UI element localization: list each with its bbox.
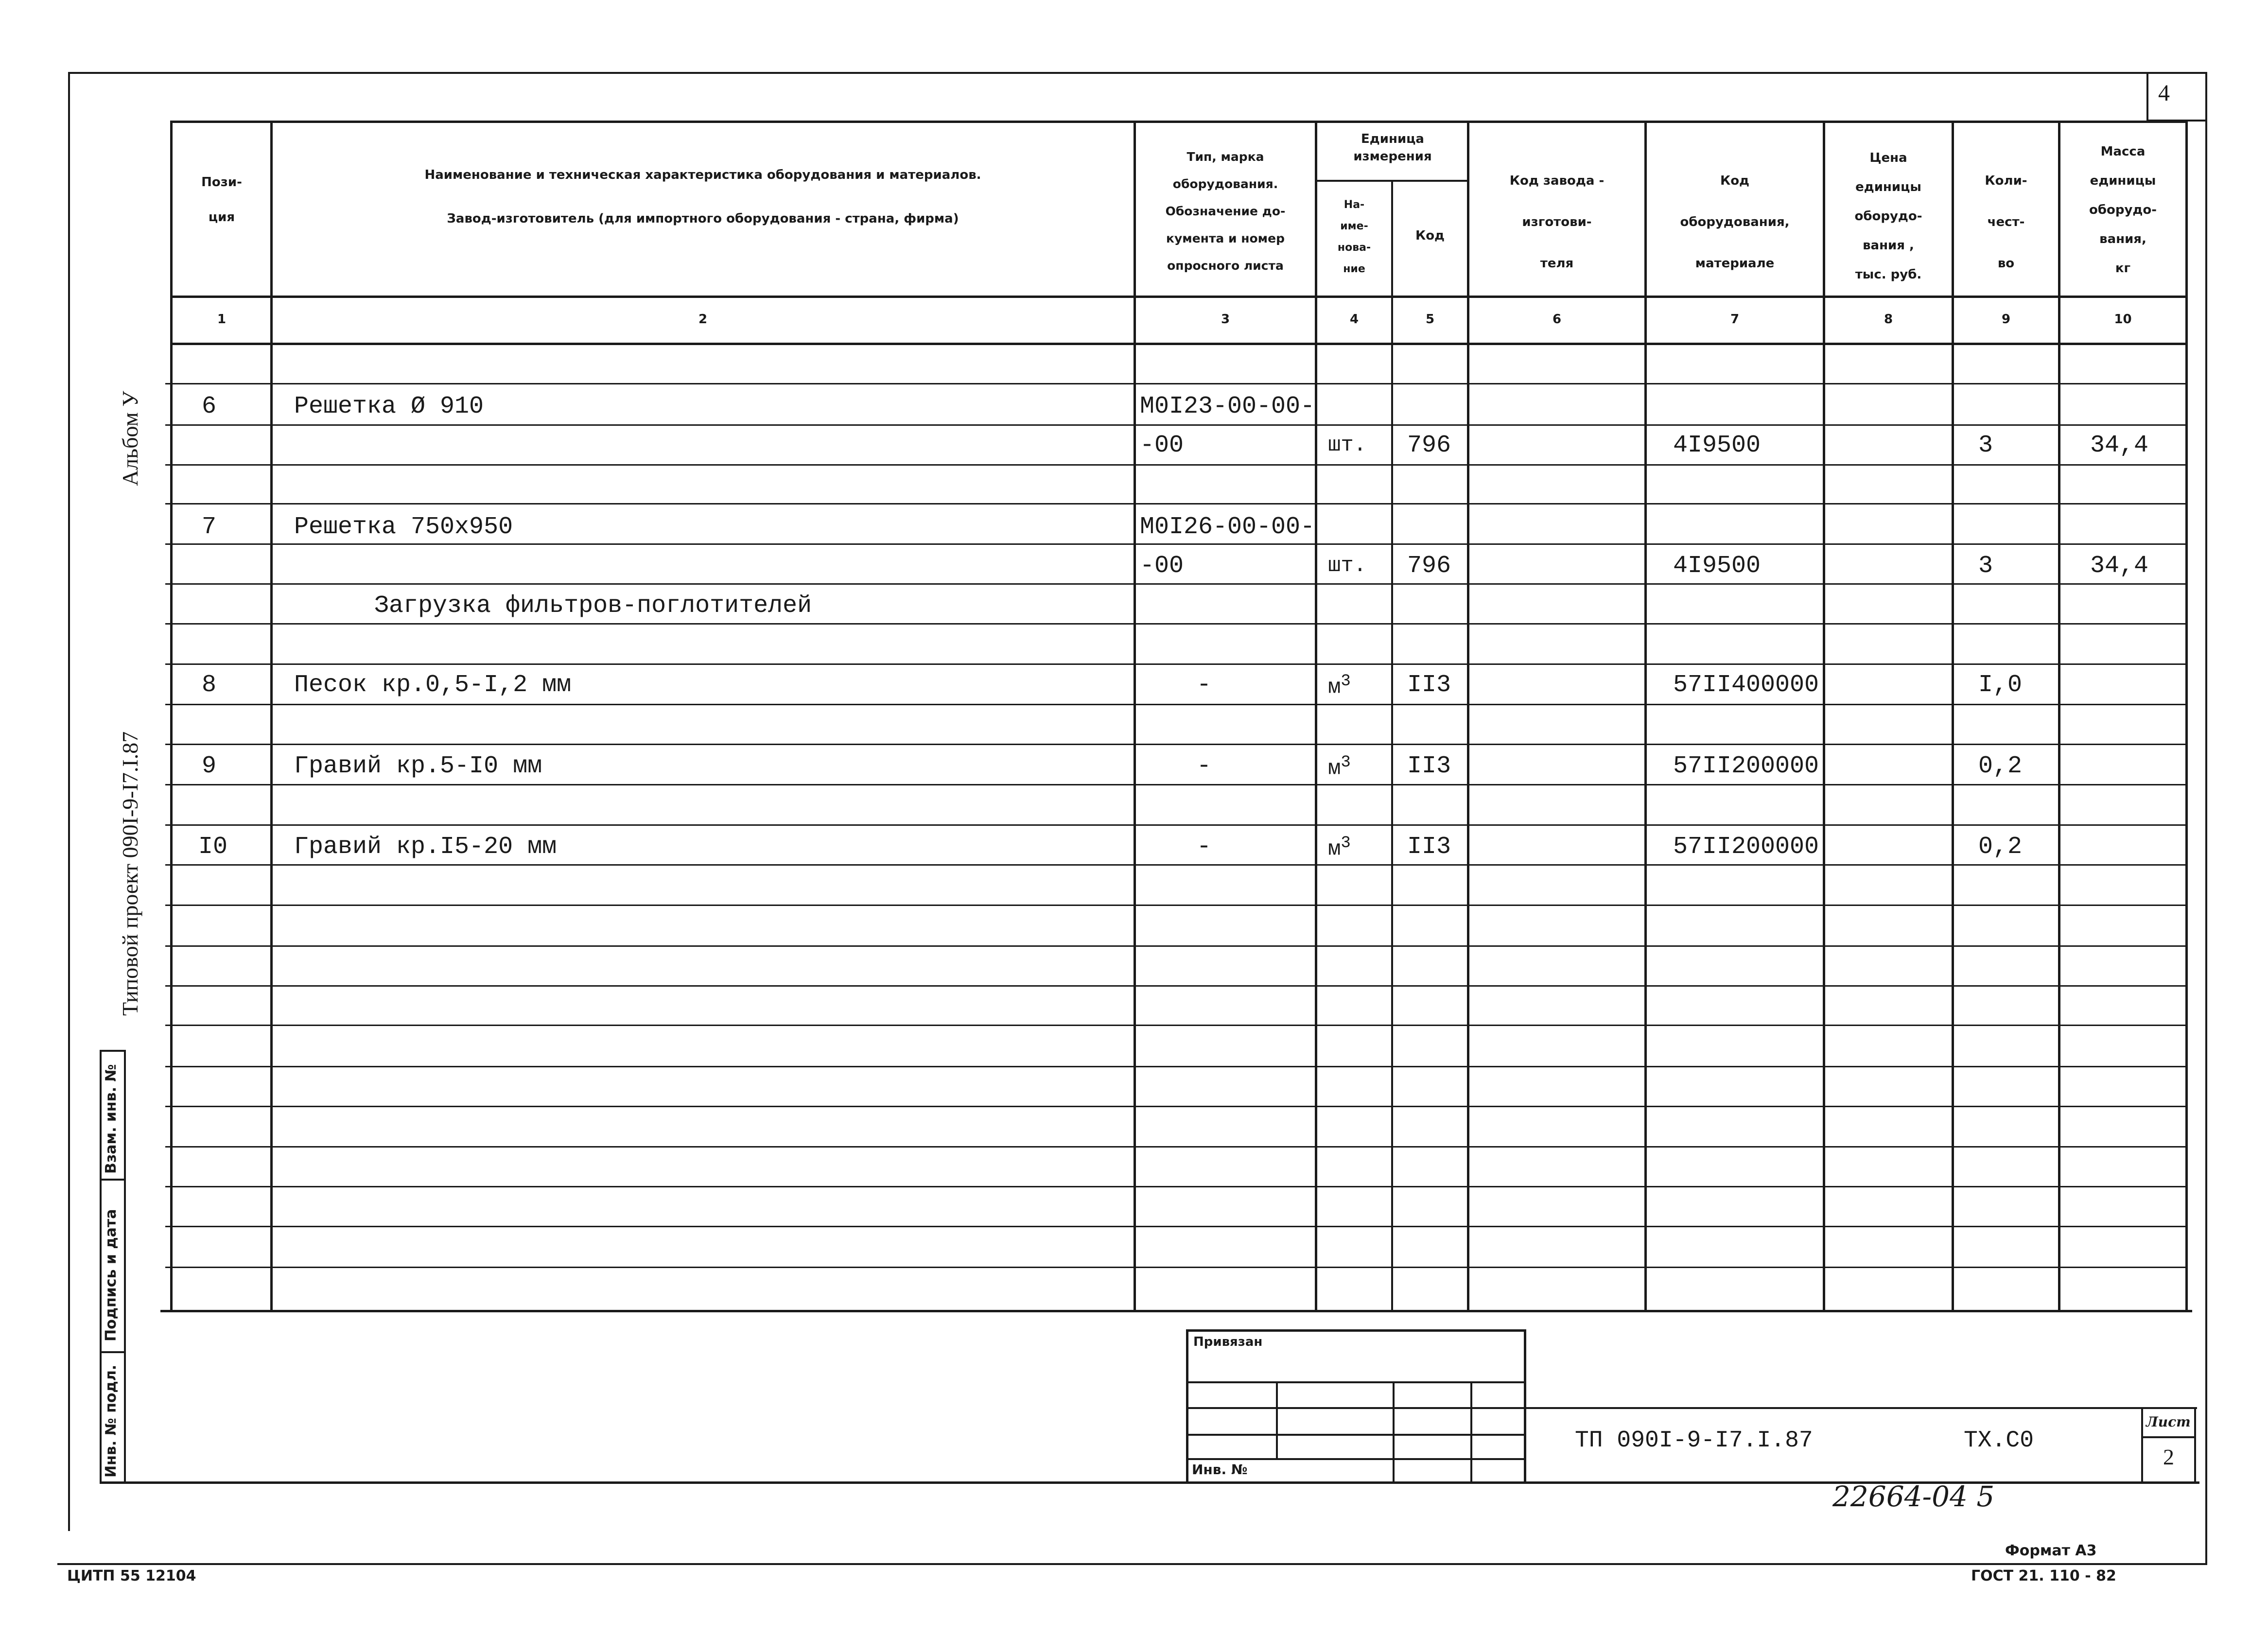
row-10-unit-code: II3 (1407, 833, 1451, 861)
footer-left: ЦИТП 55 12104 (67, 1567, 196, 1584)
column-number-7: 7 (1730, 312, 1740, 327)
sheet-number: 2 (2163, 1445, 2174, 1469)
header-unit: Единица измерения (1353, 132, 1432, 164)
row-6-equipment-code: 4I9500 (1673, 432, 1761, 459)
column-number-6: 6 (1552, 312, 1562, 327)
table-row-line (165, 905, 2187, 906)
stamp-replacement-inv: Взам. инв. № (103, 1064, 120, 1174)
section-heading: Загрузка фильтров-поглотителей (374, 592, 812, 620)
table-row-line (165, 1146, 2187, 1148)
sheet-label: Лист (2146, 1414, 2191, 1430)
column-number-5: 5 (1425, 312, 1435, 327)
handwritten-number: 22664-04 5 (1832, 1480, 1995, 1513)
header-position: Пози- ция (201, 175, 242, 225)
table-row-line (165, 464, 2187, 466)
table-row-line (165, 663, 2187, 665)
row-6-unit: шт. (1328, 433, 1367, 457)
table-row-line (165, 503, 2187, 505)
table-row-line (165, 784, 2187, 785)
row-8-type: - (1197, 671, 1212, 699)
row-10-unit: $м^3$ (1328, 834, 1351, 862)
row-6-name: Решетка Ø 910 (294, 393, 484, 420)
column-number-4: 4 (1349, 312, 1359, 327)
header-unit-name: На- име- нова- ние (1337, 199, 1371, 275)
row-8-name: Песок кр.0,5-I,2 мм (294, 671, 572, 699)
document-mark: ТХ.С0 (1964, 1427, 2034, 1454)
row-8-unit-code: II3 (1407, 671, 1451, 699)
project-label: Типовой проект 090I-9-I7.I.87 (118, 731, 142, 1016)
row-10-quantity: 0,2 (1978, 833, 2023, 861)
table-row-line (165, 543, 2187, 545)
row-9-unit-code: II3 (1407, 752, 1451, 780)
row-9-type: - (1197, 752, 1212, 780)
row-10-type: - (1197, 833, 1212, 861)
header-unit-code: Код (1415, 228, 1445, 243)
footer-format: Формат А3 (2005, 1542, 2097, 1559)
header-factory-code: Код завода - изготови- теля (1509, 174, 1605, 271)
table-row-line (165, 824, 2187, 826)
row-6-type-cont: -00 (1140, 432, 1184, 459)
table-row-line (165, 945, 2187, 947)
row-8-quantity: I,0 (1978, 671, 2023, 699)
header-name: Наименование и техническая характеристика оборудования и материалов. Завод-изготовитель (для импортного оборудования - страна, фирма) (424, 168, 981, 226)
row-10-equipment-code: 57II200000 (1673, 833, 1819, 861)
column-number-3: 3 (1221, 312, 1230, 327)
row-8-position: 8 (202, 671, 217, 699)
table-row-line (165, 1186, 2187, 1187)
inv-number-label: Инв. № (1192, 1462, 1248, 1478)
corner-sheet-number: 4 (2158, 80, 2170, 106)
table-row-line (165, 1106, 2187, 1107)
row-9-equipment-code: 57II200000 (1673, 752, 1819, 780)
row-9-unit: $м^3$ (1328, 753, 1351, 781)
header-price: Цена единицы оборудо- вания , тыс. руб. (1854, 151, 1922, 282)
album-label: Альбом У (118, 391, 142, 486)
row-6-position: 6 (202, 393, 217, 420)
attached-label: Привязан (1193, 1335, 1263, 1349)
row-8-unit: $м^3$ (1328, 672, 1351, 700)
row-10-position: I0 (198, 833, 228, 861)
row-6-type: M0I23-00-00- (1140, 393, 1315, 420)
stamp-inv-original: Инв. № подл. (103, 1364, 120, 1478)
row-9-quantity: 0,2 (1978, 752, 2023, 780)
row-9-name: Гравий кр.5-I0 мм (294, 752, 542, 780)
column-number-10: 10 (2114, 312, 2132, 327)
row-6-quantity: 3 (1978, 432, 1993, 459)
column-number-8: 8 (1884, 312, 1893, 327)
row-7-type-cont: -00 (1140, 552, 1184, 580)
row-7-position: 7 (202, 513, 217, 541)
row-9-position: 9 (202, 752, 217, 780)
row-6-mass: 34,4 (2090, 432, 2149, 459)
row-8-equipment-code: 57II400000 (1673, 671, 1819, 699)
header-quantity: Коли- чест- во (1985, 174, 2027, 271)
table-row-line (165, 1025, 2187, 1026)
header-equipment-code: Код оборудования, материале (1680, 174, 1790, 271)
footer-gost: ГОСТ 21. 110 - 82 (1971, 1567, 2116, 1584)
row-7-name: Решетка 750x950 (294, 513, 513, 541)
table-row-line (165, 623, 2187, 625)
row-7-type: M0I26-00-00- (1140, 513, 1315, 541)
row-6-unit-code: 796 (1407, 432, 1451, 459)
column-number-2: 2 (698, 312, 708, 327)
table-row-line (165, 1066, 2187, 1067)
column-number-1: 1 (217, 312, 227, 327)
row-7-quantity: 3 (1978, 552, 1993, 580)
stamp-signature-date: Подпись и дата (103, 1209, 120, 1341)
table-row-line (165, 383, 2187, 384)
table-row-line (165, 1267, 2187, 1268)
document-code: ТП 090I-9-I7.I.87 (1575, 1427, 1813, 1454)
header-type: Тип, марка оборудования. Обозначение до- кумента и номер опросного листа (1165, 150, 1286, 273)
row-7-unit: шт. (1328, 554, 1367, 578)
header-mass: Масса единицы оборудо- вания, кг (2089, 144, 2157, 276)
table-row-line (165, 985, 2187, 987)
column-number-9: 9 (2001, 312, 2011, 327)
row-7-equipment-code: 4I9500 (1673, 552, 1761, 580)
row-10-name: Гравий кр.I5-20 мм (294, 833, 557, 861)
table-row-line (165, 744, 2187, 745)
row-7-unit-code: 796 (1407, 552, 1451, 580)
row-7-mass: 34,4 (2090, 552, 2149, 580)
table-row-line (165, 583, 2187, 585)
table-row-line (165, 1226, 2187, 1227)
table-row-line (165, 864, 2187, 866)
table-row-line (165, 704, 2187, 705)
table-row-line (165, 424, 2187, 426)
